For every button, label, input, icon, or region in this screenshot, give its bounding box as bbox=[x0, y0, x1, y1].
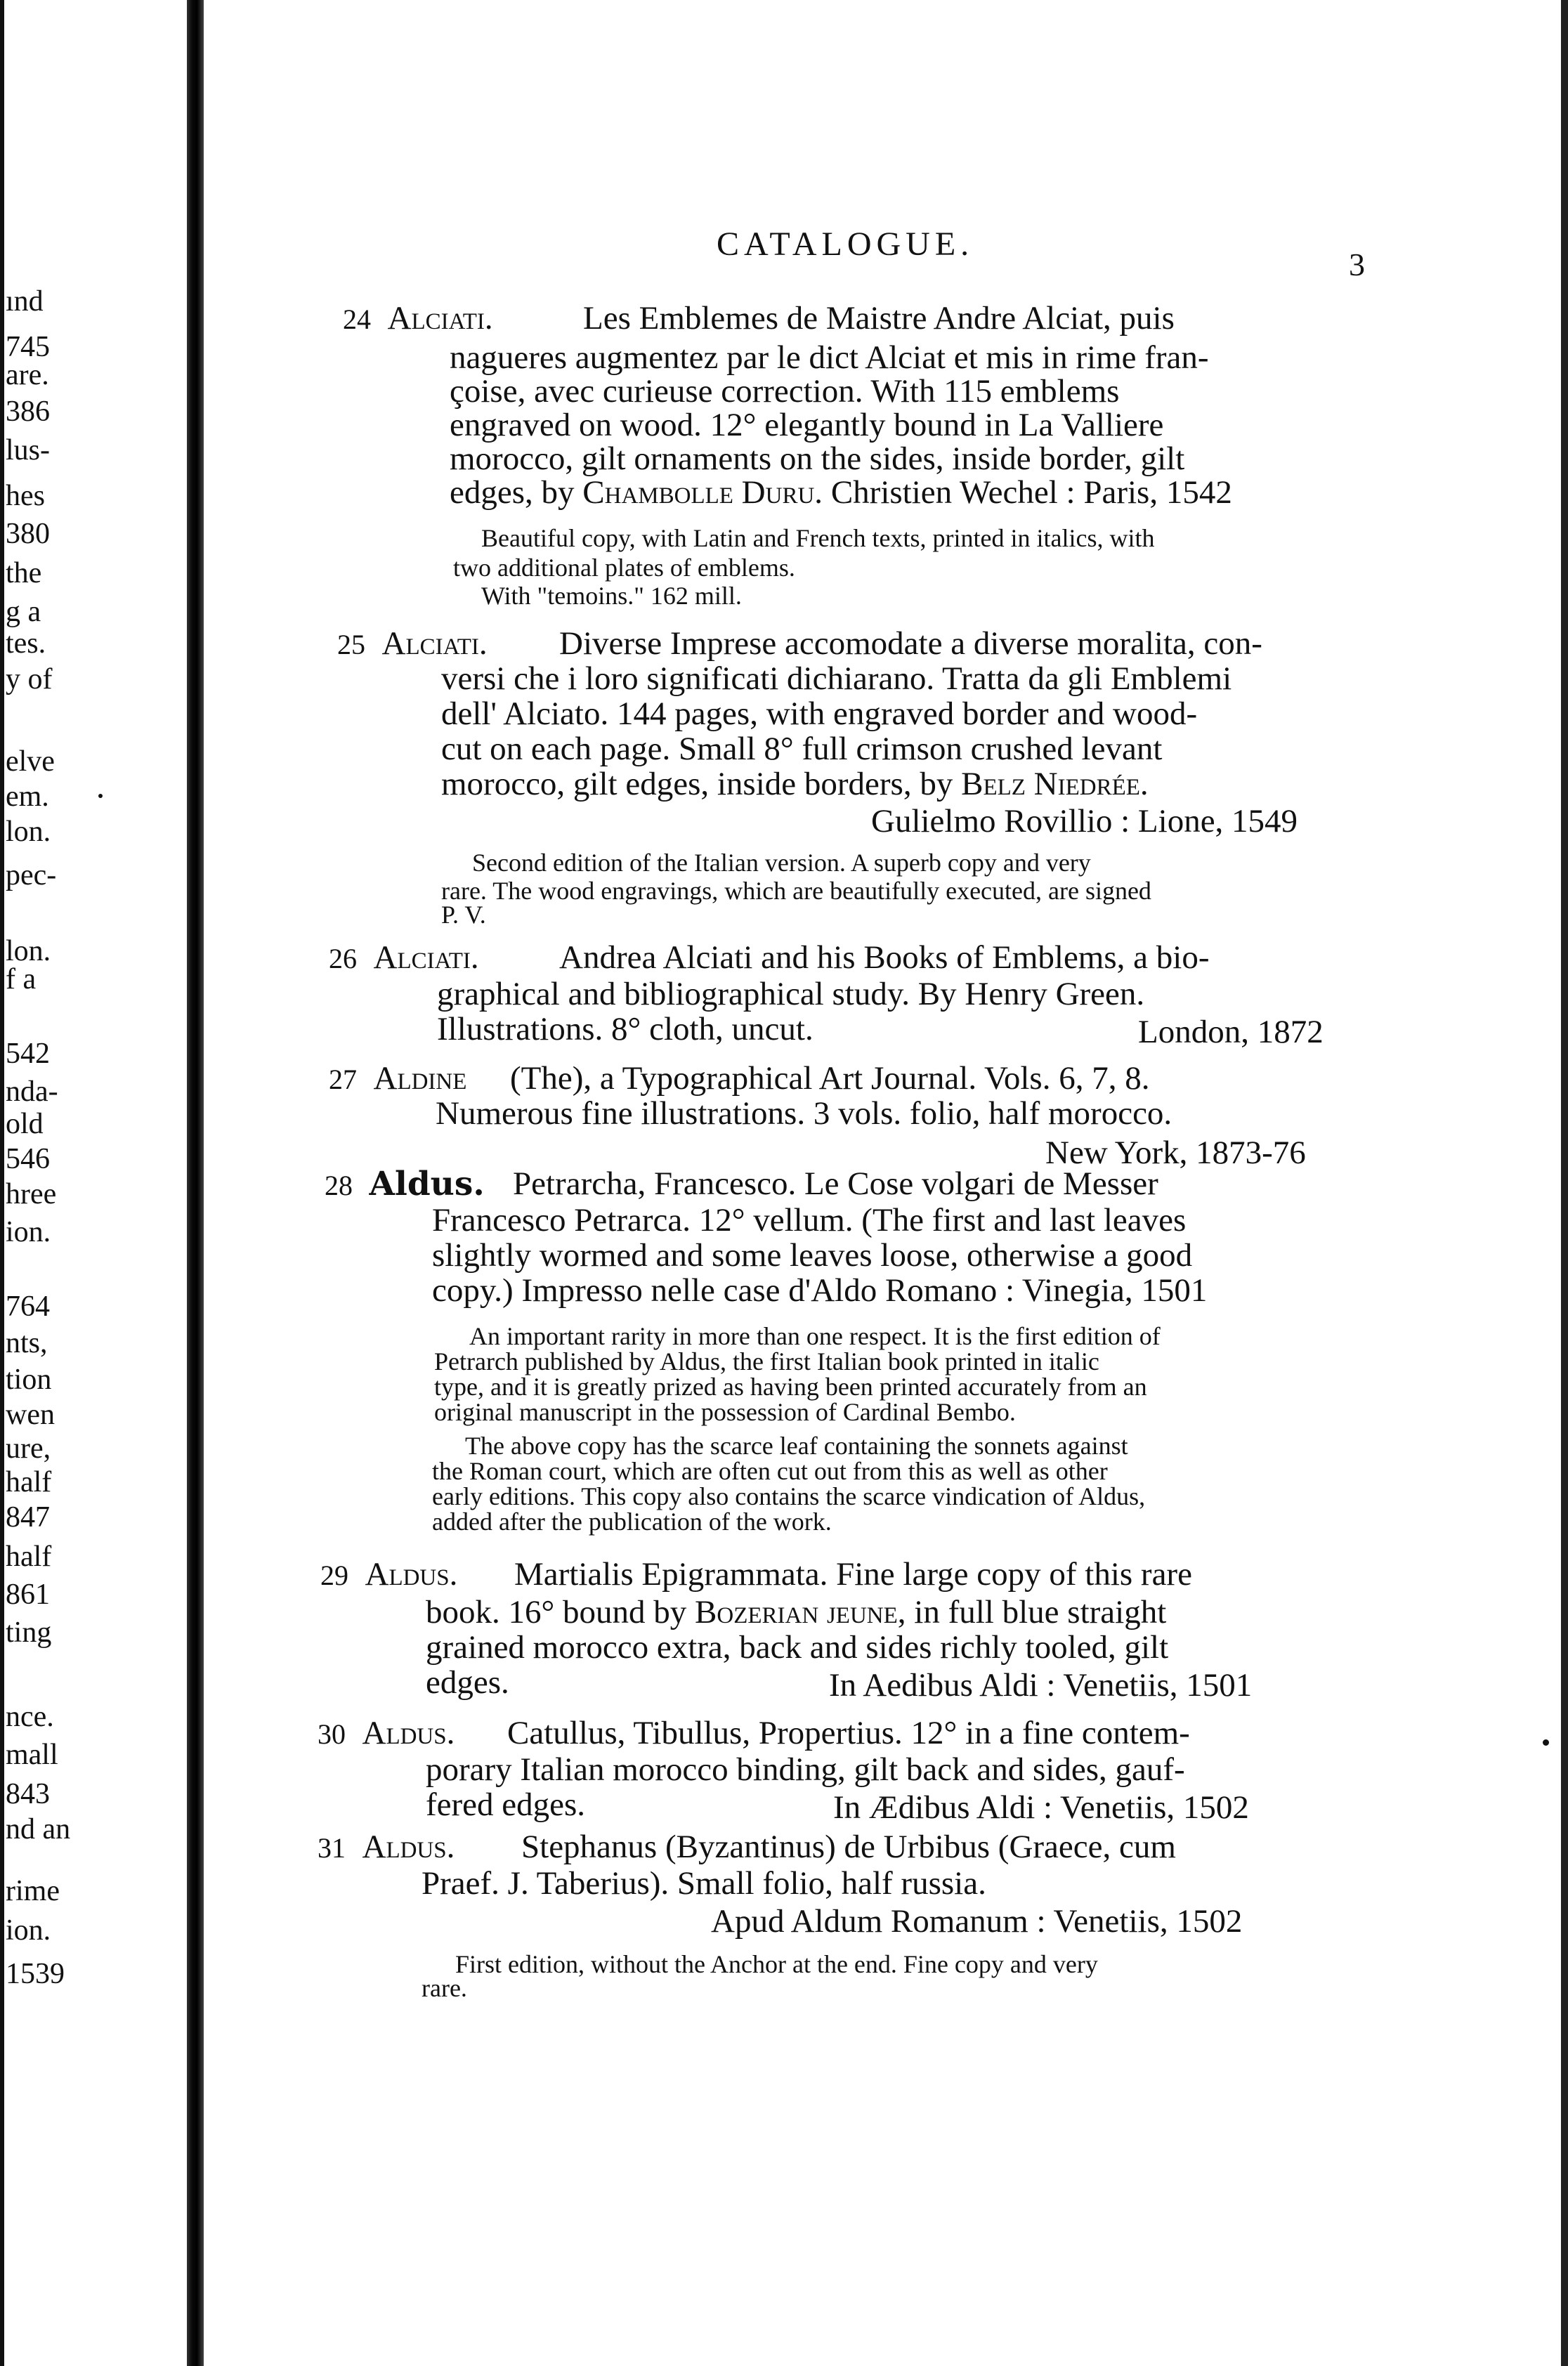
left-fragment: y of bbox=[6, 663, 53, 695]
entry-author: Alciati. bbox=[387, 300, 493, 336]
left-fragment: 764 bbox=[6, 1290, 50, 1323]
left-page-edge bbox=[0, 0, 4, 2366]
left-fragment: lus- bbox=[6, 434, 50, 466]
entry-line: Andrea Alciati and his Books of Emblems, a bio- bbox=[559, 939, 1210, 976]
left-fragment: hree bbox=[6, 1178, 57, 1210]
entry-number: 25 bbox=[337, 629, 365, 660]
entry-author: Aldus. bbox=[362, 1715, 455, 1751]
left-fragment: elve bbox=[6, 745, 55, 778]
entry-line: Martialis Epigrammata. Fine large copy of this rare bbox=[514, 1556, 1192, 1593]
left-fragment: the bbox=[6, 557, 42, 589]
entry-note: Second edition of the Italian version. A superb copy and very bbox=[472, 849, 1091, 877]
entry-line: grained morocco extra, back and sides richly tooled, gilt bbox=[426, 1629, 1169, 1666]
left-fragment: ion. bbox=[6, 1914, 51, 1947]
left-fragment: wen bbox=[6, 1399, 55, 1431]
entry-line: (The), a Typographical Art Journal. Vols. 6, 7, 8. bbox=[510, 1060, 1150, 1097]
left-fragment: nd an bbox=[6, 1813, 71, 1845]
entry-line: graphical and bibliographical study. By Henry Green. bbox=[437, 976, 1145, 1012]
entry-imprint: In Aedibus Aldi : Venetiis, 1501 bbox=[829, 1667, 1253, 1704]
entry-line: Illustrations. 8° cloth, uncut. bbox=[437, 1011, 814, 1047]
entry-author: Aldus. bbox=[365, 1556, 458, 1593]
left-fragment: tes. bbox=[6, 627, 46, 660]
entry-line: morocco, gilt ornaments on the sides, inside border, gilt bbox=[450, 440, 1185, 477]
left-fragment: 1539 bbox=[6, 1958, 65, 1990]
entry-imprint: London, 1872 bbox=[1138, 1014, 1324, 1050]
left-fragment: pec- bbox=[6, 859, 57, 891]
entry-number: 27 bbox=[329, 1064, 357, 1095]
left-fragment: rime bbox=[6, 1875, 60, 1907]
entry-note: Beautiful copy, with Latin and French texts, printed in italics, with bbox=[481, 524, 1155, 552]
entry-line-last: edges, by Chambolle Duru. Christien Wechel : Paris, 1542 bbox=[450, 474, 1232, 511]
left-fragment: half bbox=[6, 1541, 52, 1573]
entry-note: rare. The wood engravings, which are beautifully executed, are signed bbox=[441, 877, 1151, 905]
entry-note: Petrarch published by Aldus, the first Italian book printed in italic bbox=[434, 1347, 1099, 1375]
entry-number: 26 bbox=[329, 943, 357, 974]
binder-name: Chambolle Duru. bbox=[582, 474, 823, 511]
entry-line-last: morocco, gilt edges, inside borders, by Belz Niedrée. bbox=[441, 766, 1149, 802]
entry-note: type, and it is greatly prized as having been printed accurately from an bbox=[434, 1373, 1147, 1401]
margin-speck bbox=[1543, 1739, 1549, 1746]
left-fragment: ting bbox=[6, 1616, 52, 1649]
entry-note: rare. bbox=[422, 1974, 467, 2002]
left-fragment: g a bbox=[6, 596, 41, 628]
entry-line: nagueres augmentez par le dict Alciat et mis in rime fran- bbox=[450, 339, 1209, 376]
left-fragment: mall bbox=[6, 1739, 58, 1771]
entry-line: Diverse Imprese accomodate a diverse moralita, con- bbox=[559, 625, 1262, 662]
entry-number: 24 bbox=[343, 303, 371, 335]
entry-note: the Roman court, which are often cut out from this as well as other bbox=[432, 1457, 1108, 1485]
entry-note: The above copy has the scarce leaf containing the sonnets against bbox=[465, 1432, 1128, 1460]
entry-author: Aldus. bbox=[362, 1829, 455, 1865]
entry-line: porary Italian morocco binding, gilt back and sides, gauf- bbox=[426, 1751, 1185, 1788]
entry-line: Petrarcha, Francesco. Le Cose volgari de Messer bbox=[513, 1165, 1158, 1202]
left-fragment: nce. bbox=[6, 1701, 54, 1733]
left-fragment: 843 bbox=[6, 1778, 50, 1810]
entry-note: First edition, without the Anchor at the end. Fine copy and very bbox=[455, 1950, 1098, 1978]
entry-line: slightly wormed and some leaves loose, otherwise a good bbox=[432, 1237, 1193, 1274]
entry-author: Aldine bbox=[373, 1060, 467, 1097]
entry-note: An important rarity in more than one respect. It is the first edition of bbox=[469, 1322, 1161, 1350]
entry-note: original manuscript in the possession of Cardinal Bembo. bbox=[434, 1398, 1016, 1426]
margin-speck bbox=[98, 794, 103, 798]
left-fragment: 546 bbox=[6, 1143, 50, 1175]
left-fragment: ion. bbox=[6, 1216, 51, 1248]
left-fragment: hes bbox=[6, 480, 45, 512]
left-fragment: ure, bbox=[6, 1432, 51, 1465]
left-fragment: 542 bbox=[6, 1038, 50, 1070]
left-fragment: nda- bbox=[6, 1076, 58, 1108]
entry-line: edges. bbox=[426, 1664, 509, 1701]
left-fragment: lon. bbox=[6, 816, 51, 848]
left-fragment: f a bbox=[6, 963, 37, 995]
left-fragment: ınd bbox=[6, 285, 44, 318]
entry-author: Alciati. bbox=[373, 939, 479, 976]
right-page-edge bbox=[1561, 0, 1568, 2366]
left-fragment: 386 bbox=[6, 396, 50, 428]
left-fragment: tion bbox=[6, 1364, 52, 1396]
page-title: CATALOGUE. bbox=[717, 226, 974, 263]
entry-note: With "temoins." 162 mill. bbox=[481, 582, 742, 610]
left-fragment: 380 bbox=[6, 518, 50, 550]
entry-line: book. 16° bound by Bozerian jeune, in full blue straight bbox=[426, 1594, 1167, 1630]
entry-note: two additional plates of emblems. bbox=[453, 554, 795, 582]
left-fragment: 861 bbox=[6, 1579, 50, 1611]
entry-line: Praef. J. Taberius). Small folio, half russia. bbox=[422, 1865, 986, 1902]
entry-note: P. V. bbox=[441, 901, 486, 929]
left-fragment: lon. bbox=[6, 935, 51, 967]
entry-line: copy.) Impresso nelle case d'Aldo Romano : Vinegia, 1501 bbox=[432, 1272, 1208, 1309]
entry-note: added after the publication of the work. bbox=[432, 1508, 832, 1536]
entry-imprint: In Ædibus Aldi : Venetiis, 1502 bbox=[833, 1789, 1249, 1826]
entry-number: 30 bbox=[318, 1718, 346, 1750]
entry-line: cut on each page. Small 8° full crimson crushed levant bbox=[441, 731, 1163, 767]
left-fragment: nts, bbox=[6, 1327, 48, 1359]
left-fragment: 745 bbox=[6, 331, 50, 363]
binder-name: Belz Niedrée. bbox=[961, 766, 1149, 802]
left-fragment: are. bbox=[6, 359, 49, 391]
entry-line: fered edges. bbox=[426, 1786, 586, 1823]
binder-name: Bozerian jeune, bbox=[695, 1594, 906, 1630]
book-gutter bbox=[187, 0, 204, 2366]
left-fragment: half bbox=[6, 1466, 52, 1498]
entry-number: 29 bbox=[320, 1560, 348, 1591]
entry-number: 28 bbox=[325, 1170, 353, 1201]
entry-note: early editions. This copy also contains the scarce vindication of Aldus, bbox=[432, 1482, 1146, 1510]
entry-line: engraved on wood. 12° elegantly bound in La Valliere bbox=[450, 407, 1164, 443]
entry-line: Catullus, Tibullus, Propertius. 12° in a fine contem- bbox=[507, 1715, 1190, 1751]
entry-line: çoise, avec curieuse correction. With 115 emblems bbox=[450, 373, 1120, 410]
entry-imprint: Gulielmo Rovillio : Lione, 1549 bbox=[871, 803, 1298, 839]
entry-imprint: New York, 1873-76 bbox=[1045, 1135, 1306, 1171]
entry-author: Aldus. bbox=[369, 1165, 485, 1203]
page-number: 3 bbox=[1349, 247, 1365, 282]
entry-line: dell' Alciato. 144 pages, with engraved border and wood- bbox=[441, 695, 1198, 732]
left-fragment: em. bbox=[6, 780, 49, 813]
entry-line: Stephanus (Byzantinus) de Urbibus (Graece, cum bbox=[521, 1829, 1176, 1865]
entry-line: Les Emblemes de Maistre Andre Alciat, puis bbox=[583, 300, 1175, 336]
left-fragment: old bbox=[6, 1108, 44, 1140]
left-fragment: 847 bbox=[6, 1501, 50, 1534]
entry-line: versi che i loro significati dichiarano. Tratta da gli Emblemi bbox=[441, 660, 1232, 697]
entry-imprint: Apud Aldum Romanum : Venetiis, 1502 bbox=[711, 1903, 1243, 1940]
entry-number: 31 bbox=[318, 1832, 346, 1864]
entry-line: Numerous fine illustrations. 3 vols. folio, half morocco. bbox=[436, 1095, 1172, 1132]
entry-line: Francesco Petrarca. 12° vellum. (The first and last leaves bbox=[432, 1202, 1187, 1238]
entry-author: Alciati. bbox=[381, 625, 488, 662]
